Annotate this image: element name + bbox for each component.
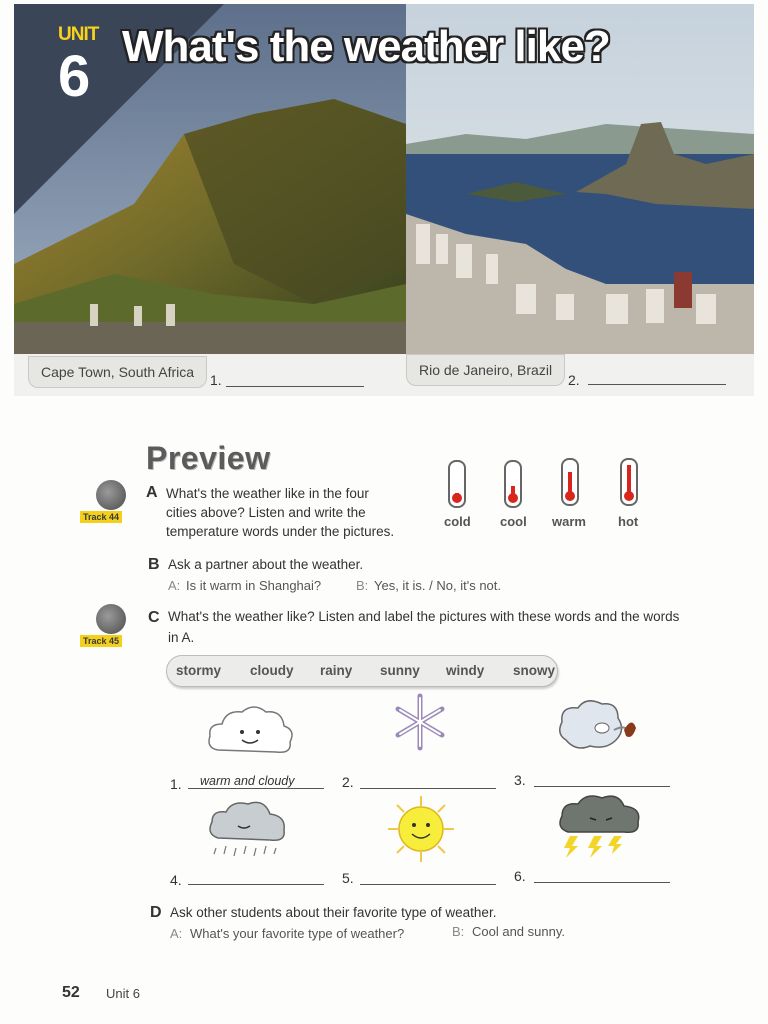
section-d-letter: D (150, 904, 162, 921)
section-a-letter: A (146, 484, 158, 501)
audio-cd-icon-44[interactable] (96, 480, 126, 510)
picture-answer-line-6[interactable] (534, 864, 670, 883)
picture-number-4: 4. (170, 872, 182, 888)
wind-cloud-icon (556, 696, 642, 754)
picture-answer-line-5[interactable] (360, 866, 496, 885)
rain-cloud-icon (206, 796, 290, 862)
section-c-line-2: in A. (168, 630, 195, 645)
thermo-label-warm: warm (552, 514, 586, 529)
section-d-a-text: What's your favorite type of weather? (190, 926, 405, 941)
page-number: 52 (62, 984, 80, 1001)
thermometer-hot (620, 458, 638, 506)
section-a-line-3: temperature words under the pictures. (166, 524, 395, 539)
caption-number-2: 2. (568, 372, 580, 388)
picture-number-2: 2. (342, 774, 354, 790)
sun-icon (386, 794, 456, 864)
thermo-bulb (624, 491, 634, 501)
picture-answer-line-2[interactable] (360, 770, 496, 789)
audio-cd-icon-45[interactable] (96, 604, 126, 634)
section-c-letter: C (148, 609, 160, 626)
snowflake-icon (390, 692, 450, 752)
thermo-label-cool: cool (500, 514, 527, 529)
word-cloudy: cloudy (250, 663, 294, 678)
word-sunny: sunny (380, 663, 420, 678)
caption-rio: Rio de Janeiro, Brazil (406, 354, 565, 386)
thermo-bulb (452, 493, 462, 503)
thermo-bulb (565, 491, 575, 501)
caption-cape-town: Cape Town, South Africa (28, 356, 207, 388)
unit-label: UNIT (58, 24, 99, 45)
track-44-label: Track 44 (80, 511, 122, 523)
picture-number-1: 1. (170, 776, 182, 792)
unit-number: 6 (58, 44, 91, 109)
track-45-label: Track 45 (80, 635, 122, 647)
storm-cloud-icon (556, 792, 644, 862)
section-b-a-text: Is it warm in Shanghai? (186, 578, 322, 593)
thermometer-cool (504, 460, 522, 508)
footer-unit: Unit 6 (106, 986, 140, 1001)
caption-number-1: 1. (210, 372, 222, 388)
answer-line-1[interactable] (226, 368, 364, 387)
section-b-b-text: Yes, it is. / No, it's not. (374, 578, 501, 593)
picture-number-3: 3. (514, 772, 526, 788)
page-title: What's the weather like? (122, 22, 610, 71)
picture-answer-line-4[interactable] (188, 866, 324, 885)
picture-answer-line-3[interactable] (534, 768, 670, 787)
thermo-label-cold: cold (444, 514, 471, 529)
picture-number-6: 6. (514, 868, 526, 884)
picture-number-5: 5. (342, 870, 354, 886)
section-d-text: Ask other students about their favorite type of weather. (170, 905, 497, 920)
section-b-b-label: B: (356, 578, 369, 593)
word-bank (166, 655, 558, 687)
cloud-icon (204, 702, 296, 758)
word-rainy: rainy (320, 663, 353, 678)
preview-heading: Preview (146, 440, 271, 476)
section-a-line-1: What's the weather like in the four (166, 486, 369, 501)
section-a-line-2: cities above? Listen and write the (166, 505, 366, 520)
word-snowy: snowy (513, 663, 556, 678)
section-b-letter: B (148, 556, 160, 573)
section-d-a-label: A: (170, 926, 183, 941)
word-stormy: stormy (176, 663, 222, 678)
thermometer-cold (448, 460, 466, 508)
section-d-b-text: Cool and sunny. (472, 924, 565, 939)
word-windy: windy (446, 663, 485, 678)
section-b-text: Ask a partner about the weather. (168, 557, 364, 572)
section-c-line-1: What's the weather like? Listen and label the pictures with these words and the words (168, 609, 680, 624)
thermometer-warm (561, 458, 579, 506)
section-b-a-label: A: (168, 578, 181, 593)
answer-line-2[interactable] (588, 366, 726, 385)
thermo-label-hot: hot (618, 514, 639, 529)
section-d-b-label: B: (452, 924, 465, 939)
picture-answer-1: warm and cloudy (200, 774, 295, 788)
thermo-bulb (508, 493, 518, 503)
